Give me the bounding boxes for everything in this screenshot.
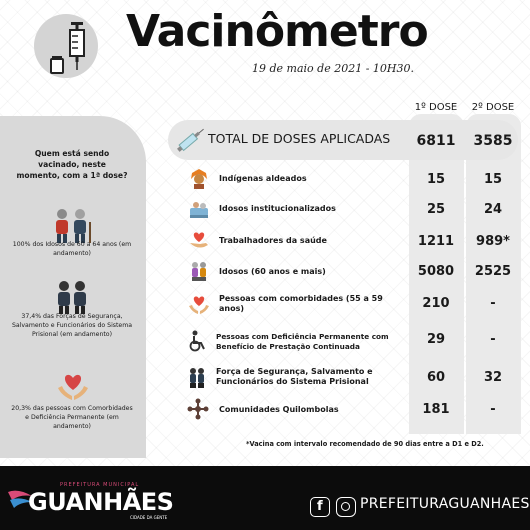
row-label-institutionalized-elderly: Idosos institucionalizados [219,204,336,213]
header-logo-circle [34,14,98,78]
footer-prefeitura-label: PREFEITURA MUNICIPAL [60,482,140,488]
sidebar-item-elderly-text: 100% dos Idosos de 60 a 64 anos (em andamento) [12,241,132,257]
footnote: *Vacina com intervalo recomendado de 90 dias entre a D1 e D2. [246,440,484,448]
hands-heart-icon [56,372,90,402]
elderly-couple-small-icon [188,260,210,282]
row-elderly-dose2: 2525 [474,264,512,279]
row-institutionalized-dose2: 24 [483,202,503,217]
row-comorbidities-dose1: 210 [422,296,450,311]
dose1-column-header: 1º DOSE [414,102,458,113]
security-officers-icon [186,367,208,389]
row-label-disability: Pessoas com Deficiência Permanente com Benefício de Prestação Continuada [216,332,389,351]
elderly-institution-icon [188,198,210,220]
row-label-quilombola: Comunidades Quilombolas [219,405,339,414]
footer-social-handle[interactable]: PREFEITURAGUANHAES [360,496,530,512]
row-health-dose1: 1211 [417,234,455,249]
total-dose1: 6811 [416,133,456,149]
row-disability-dose1: 29 [426,332,446,347]
instagram-icon[interactable] [336,497,356,517]
row-indigenous-dose1: 15 [426,172,446,187]
row-institutionalized-dose1: 25 [426,202,446,217]
row-quilombola-dose1: 181 [422,402,450,417]
sidebar-item-comorbidities-text: 20,3% das pessoas com Comorbidades e Deficiência Permanente (em andamento) [11,405,133,430]
row-security-dose1: 60 [426,370,446,385]
facebook-icon[interactable]: f [310,497,330,517]
row-disability-dose2: - [490,332,496,347]
row-label-security-forces: Força de Segurança, Salvamento e Funcionários do Sistema Prisional [216,367,373,386]
security-forces-icon [52,280,92,314]
page-title: Vacinômetro [126,6,428,57]
elderly-couple-icon [44,208,100,244]
quilombola-community-icon [187,398,209,420]
sidebar-question: Quem está sendo vacinado, neste momento, com a 1ª dose? [16,149,128,180]
indigenous-headdress-icon [188,167,210,189]
wheelchair-icon [186,330,208,352]
row-label-elderly-60: Idosos (60 anos e mais) [219,267,326,276]
health-hand-heart-icon [188,229,210,251]
row-comorbidities-dose2: - [490,296,496,311]
total-dose2: 3585 [473,133,513,149]
row-indigenous-dose2: 15 [483,172,503,187]
row-elderly-dose1: 5080 [417,264,455,279]
row-health-dose2: 989* [476,234,510,249]
row-quilombola-dose2: - [490,402,496,417]
footer-slogan: CIDADE DA GENTE [130,515,168,520]
vaccine-syringe-vial-icon [34,14,98,78]
syringe-icon [174,124,208,154]
row-label-health-workers: Trabalhadores da saúde [219,236,327,245]
row-security-dose2: 32 [483,370,503,385]
total-label: TOTAL DE DOSES APLICADAS [208,131,391,146]
dose2-column-header: 2º DOSE [471,102,515,113]
row-label-comorbidities: Pessoas com comorbidades (55 a 59 anos) [219,294,383,313]
footer-brand: GUANHÃES [28,488,174,516]
update-date: 19 de maio de 2021 - 10H30. [252,62,415,75]
row-label-indigenous: Indígenas aldeados [219,174,307,183]
comorbidity-hands-heart-icon [188,294,210,316]
sidebar-item-security-text: 37,4% das Forças de Segurança, Salvamento e Funcionários do Sistema Prisional (em andamento) [11,313,133,338]
